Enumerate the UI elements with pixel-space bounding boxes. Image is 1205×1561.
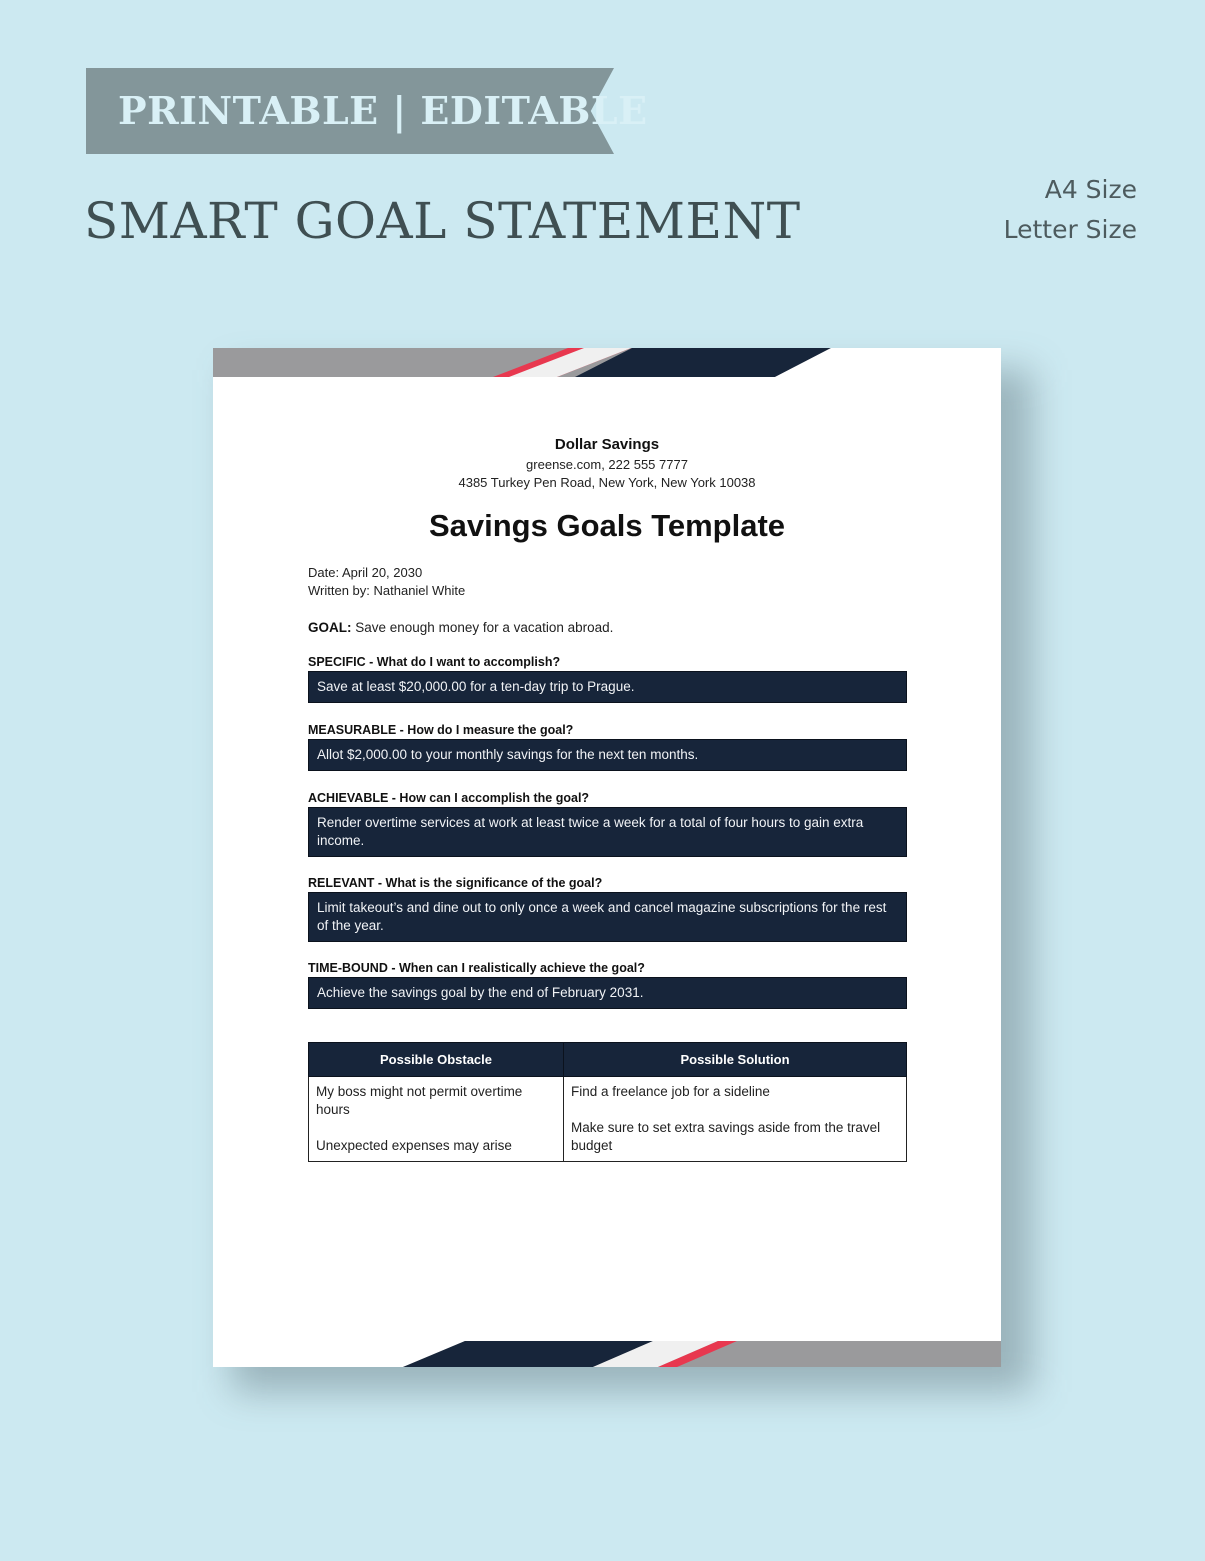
table-row [309,1077,907,1162]
table-header-row [309,1043,907,1077]
section-achievable [308,789,907,857]
obstacle-table [308,1042,907,1162]
goal-label: GOAL: [308,620,352,635]
section-answer: Allot $2,000.00 to your monthly savings for the next ten months. [308,739,907,771]
company-address: 4385 Turkey Pen Road, New York, New York 10038 [458,475,756,490]
top-stripe-decoration [213,348,1001,378]
date-line: Date: April 20, 2030 [308,565,423,580]
solution-item: Find a freelance job for a sideline [571,1084,770,1099]
size-letter: Letter Size [1003,215,1137,244]
size-a4: A4 Size [1044,175,1137,204]
company-block [213,434,1001,492]
main-title: SMART GOAL STATEMENT [84,192,801,250]
company-contact: greense.com, 222 555 7777 [526,457,688,472]
bottom-stripe-decoration [213,1341,1001,1367]
goal-text: Save enough money for a vacation abroad. [351,620,614,635]
section-time-bound [308,959,907,1009]
section-answer: Limit takeout’s and dine out to only once a week and cancel magazine subscriptions for the rest of the year. [308,892,907,942]
goal-line [308,618,613,638]
section-answer: Achieve the savings goal by the end of February 2031. [308,977,907,1009]
section-specific [308,653,907,703]
section-measurable [308,721,907,771]
solution-cell [564,1077,907,1162]
section-label: TIME-BOUND - When can I realistically achieve the goal? [308,961,645,975]
company-name: Dollar Savings [554,436,660,453]
section-answer: Save at least $20,000.00 for a ten-day trip to Prague. [308,671,907,703]
obstacle-item: Unexpected expenses may arise [316,1138,512,1153]
table-header-obstacle: Possible Obstacle [309,1043,564,1077]
section-label: SPECIFIC - What do I want to accomplish? [308,655,561,669]
author-line: Written by: Nathaniel White [308,583,466,598]
document-page [213,348,1001,1367]
section-label: MEASURABLE - How do I measure the goal? [308,723,574,737]
size-list [1004,170,1137,250]
section-label: RELEVANT - What is the significance of the goal? [308,876,603,890]
obstacle-item: My boss might not permit overtime hours [316,1084,523,1117]
ribbon-text: PRINTABLE | EDITABLE [118,88,648,133]
solution-item: Make sure to set extra savings aside from the travel budget [571,1120,881,1153]
document-title: Savings Goals Template [428,508,786,543]
section-relevant [308,874,907,942]
section-answer: Render overtime services at work at least twice a week for a total of four hours to gain extra income. [308,807,907,857]
table-header-solution: Possible Solution [564,1043,907,1077]
obstacle-cell [309,1077,564,1162]
meta-block [308,564,465,600]
section-label: ACHIEVABLE - How can I accomplish the goal? [308,791,590,805]
